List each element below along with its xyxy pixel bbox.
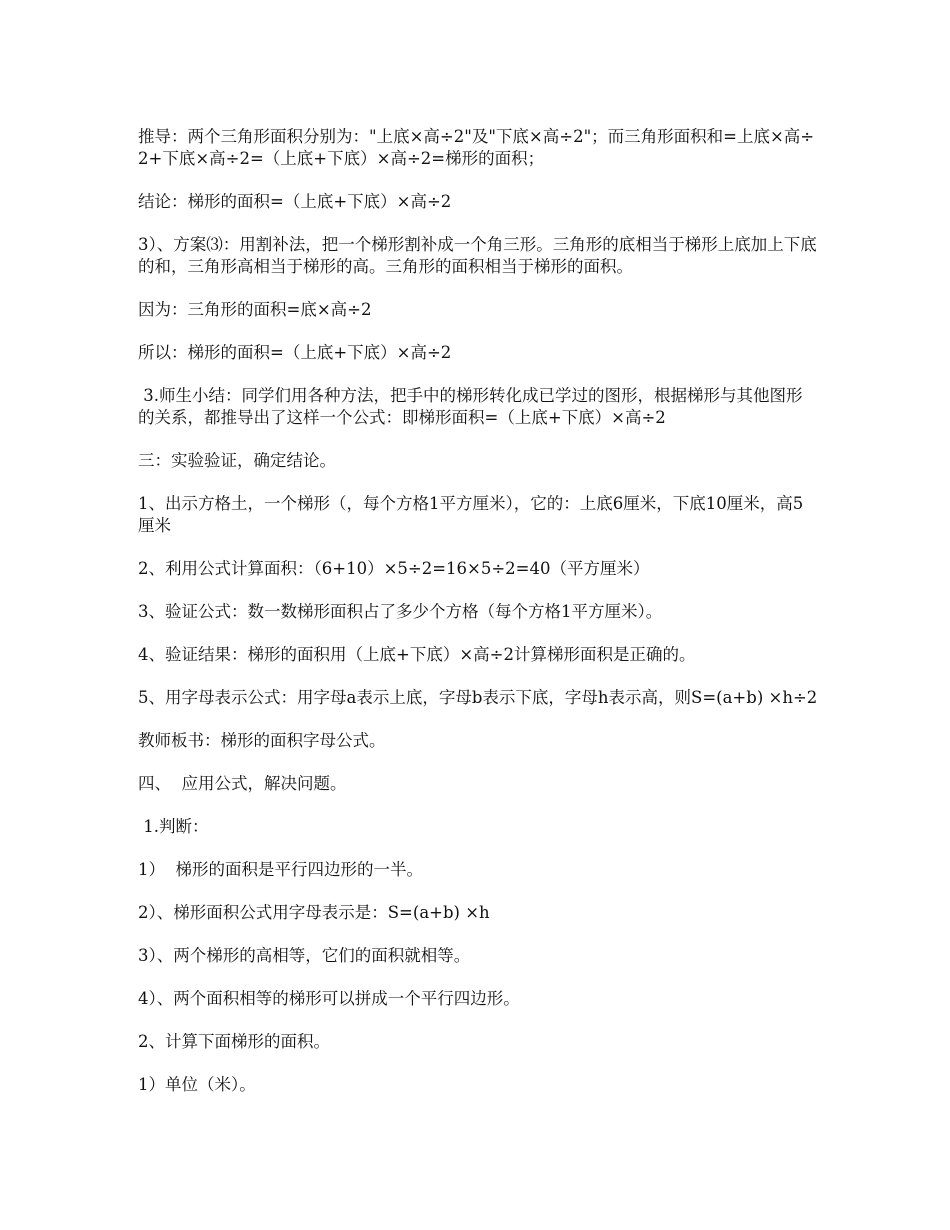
section-heading-three: 三：实验验证，确定结论。 xyxy=(138,451,336,470)
paragraph-board: 教师板书：梯形的面积字母公式。 xyxy=(138,731,386,750)
paragraph-therefore: 所以：梯形的面积=（上底+下底）×高÷2 xyxy=(138,343,452,362)
paragraph-calc-heading: 2、计算下面梯形的面积。 xyxy=(138,1032,330,1051)
paragraph-step-4: 4、验证结果：梯形的面积用（上底+下底）×高÷2计算梯形面积是正确的。 xyxy=(138,645,696,664)
paragraph-step-3: 3、验证公式：数一数梯形面积占了多少个方格（每个方格1平方厘米）。 xyxy=(138,602,663,621)
paragraph-conclusion: 结论：梯形的面积=（上底+下底）×高÷2 xyxy=(138,192,452,211)
paragraph-step-1: 1、出示方格土，一个梯形（，每个方格1平方厘米），它的：上底6厘米，下底10厘米，高5厘米 xyxy=(138,494,804,535)
section-heading-four: 四、 应用公式，解决问题。 xyxy=(138,774,347,793)
paragraph-because: 因为：三角形的面积=底×高÷2 xyxy=(138,300,372,319)
paragraph-judge-2: 2）、梯形面积公式用字母表示是：S=(a+b) ×h xyxy=(138,903,490,922)
paragraph-judge-3: 3）、两个梯形的高相等，它们的面积就相等。 xyxy=(138,946,471,965)
paragraph-judge-1: 1） 梯形的面积是平行四边形的一半。 xyxy=(138,860,423,879)
paragraph-judge-heading: 1.判断： xyxy=(138,817,209,836)
paragraph-summary: 3.师生小结：同学们用各种方法，把手中的梯形转化成已学过的图形，根据梯形与其他图形的关系，都推导出了这样一个公式：即梯形面积=（上底+下底）×高÷2 xyxy=(138,386,803,427)
paragraph-step-2: 2、利用公式计算面积：（6+10）×5÷2=16×5÷2=40（平方厘米） xyxy=(138,559,650,578)
paragraph-unit: 1）单位（米）。 xyxy=(138,1075,256,1094)
paragraph-step-5: 5、用字母表示公式：用字母a表示上底，字母b表示下底，字母h表示高，则S=(a+b) ×h÷2 xyxy=(138,688,818,707)
paragraph-judge-4: 4）、两个面积相等的梯形可以拼成一个平行四边形。 xyxy=(138,989,520,1008)
paragraph-derivation: 推导：两个三角形面积分别为："上底×高÷2"及"下底×高÷2"；而三角形面积和=上底×高÷2+下底×高÷2=（上底+下底）×高÷2=梯形的面积； xyxy=(138,127,815,168)
document-body xyxy=(138,126,818,1117)
paragraph-method-3: 3）、方案⑶：用割补法，把一个梯形割补成一个角三形。三角形的底相当于梯形上底加上下底的和，三角形高相当于梯形的高。三角形的面积相当于梯形的面积。 xyxy=(138,235,817,276)
